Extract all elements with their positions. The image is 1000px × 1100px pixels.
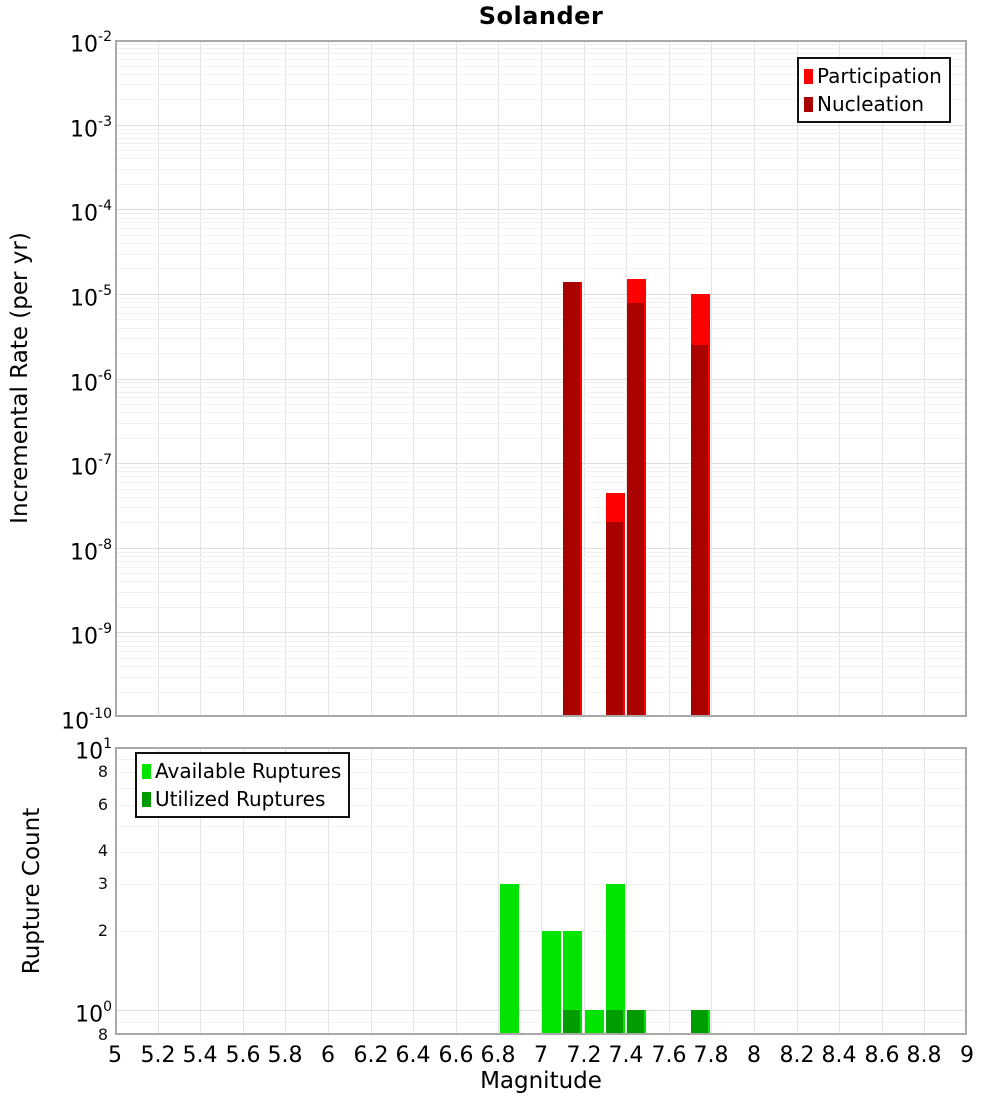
y-tick-label: $10^{-8}$ (70, 536, 112, 566)
x-tick-label: 6 (321, 1043, 335, 1068)
chart-title: Solander (478, 2, 604, 30)
grid-line-minor (117, 150, 965, 151)
bar-nucleation (563, 282, 580, 716)
legend-item-utilized-ruptures (142, 786, 341, 812)
x-tick-label: 7.8 (693, 1043, 729, 1068)
grid-line-minor (117, 931, 965, 932)
grid-line-minor (117, 636, 965, 637)
grid-line-minor (117, 658, 965, 659)
grid-line-minor (117, 497, 965, 498)
grid-line-minor (117, 254, 965, 255)
grid-line-minor (117, 213, 965, 214)
grid-line-minor (117, 412, 965, 413)
x-tick-label: 5.6 (225, 1043, 261, 1068)
y-tick-exponent: -5 (98, 282, 112, 299)
y-tick-label: $10^{-9}$ (70, 621, 112, 650)
grid-line-minor (117, 1022, 965, 1023)
grid-line-minor (117, 129, 965, 130)
grid-line-minor (117, 884, 965, 885)
grid-line-vertical (754, 749, 755, 1033)
grid-line-vertical (669, 749, 670, 1033)
grid-line-minor (117, 243, 965, 244)
x-tick-label: 8.8 (906, 1043, 942, 1068)
grid-line-minor (117, 677, 965, 678)
grid-line-minor (117, 852, 965, 853)
grid-line-major (117, 463, 965, 464)
available-ruptures-swatch-icon (142, 764, 151, 779)
bar-available-ruptures (585, 1010, 604, 1033)
grid-line-minor (117, 382, 965, 383)
x-tick-label: 5.8 (267, 1043, 303, 1068)
grid-line-minor (117, 482, 965, 483)
grid-line-minor (117, 651, 965, 652)
grid-line-minor (117, 169, 965, 170)
y-tick-label: $10^{-4}$ (70, 198, 112, 227)
grid-line-minor (117, 184, 965, 185)
grid-line-minor (117, 302, 965, 303)
y-tick-label: $10^{-6}$ (70, 367, 112, 396)
grid-line-minor (117, 471, 965, 472)
count-legend (135, 752, 350, 818)
grid-line-minor (117, 476, 965, 477)
grid-line-vertical (456, 749, 457, 1033)
grid-line-minor (117, 646, 965, 647)
grid-line-minor (117, 158, 965, 159)
bar-utilized-ruptures (691, 1010, 708, 1033)
grid-line-vertical (371, 749, 372, 1033)
grid-line-minor (117, 387, 965, 388)
grid-line-vertical (924, 749, 925, 1033)
grid-line-minor (117, 143, 965, 144)
grid-line-major (117, 632, 965, 633)
grid-line-minor (117, 397, 965, 398)
x-tick-label: 7.4 (608, 1043, 644, 1068)
x-tick-label: 8.4 (821, 1043, 857, 1068)
bar-nucleation (691, 345, 708, 715)
y-minor-tick-label: 4 (97, 841, 108, 861)
y-minor-tick-label: 2 (97, 920, 108, 940)
legend-label-participation: Participation (817, 64, 942, 88)
grid-line-minor (117, 641, 965, 642)
grid-line-minor (117, 218, 965, 219)
grid-line-minor (117, 328, 965, 329)
grid-line-vertical (882, 749, 883, 1033)
grid-line-vertical (498, 749, 499, 1033)
grid-line-vertical (584, 749, 585, 1033)
grid-line-minor (117, 567, 965, 568)
grid-line-minor (117, 423, 965, 424)
grid-line-minor (117, 692, 965, 693)
grid-line-vertical (413, 749, 414, 1033)
grid-line-minor (117, 235, 965, 236)
grid-line-major (117, 294, 965, 295)
count-y-axis-label: Rupture Count (19, 807, 45, 975)
nucleation-swatch-icon (804, 97, 813, 112)
incremental-rate-plot (115, 40, 967, 717)
x-tick-label: 5 (108, 1043, 122, 1068)
grid-line-vertical (797, 749, 798, 1033)
utilized-ruptures-swatch-icon (142, 792, 151, 807)
y-tick-exponent: -2 (98, 29, 112, 45)
grid-line-major (117, 1010, 965, 1011)
y-tick-label: $10^{-3}$ (70, 113, 112, 142)
y-tick-exponent: 1 (103, 736, 112, 752)
x-axis-label: Magnitude (480, 1068, 602, 1094)
y-tick-exponent: 0 (103, 998, 112, 1015)
y-tick-exponent: -10 (89, 706, 112, 722)
grid-line-minor (117, 607, 965, 608)
grid-line-minor (117, 298, 965, 299)
grid-line-minor (117, 552, 965, 553)
grid-line-minor (117, 222, 965, 223)
bar-nucleation (627, 303, 644, 715)
grid-line-minor (117, 556, 965, 557)
x-tick-label: 7.6 (651, 1043, 687, 1068)
y-tick-label: $10^{-7}$ (70, 452, 112, 481)
x-tick-label: 8 (747, 1043, 761, 1068)
grid-line-major (117, 379, 965, 380)
bar-utilized-ruptures (563, 1010, 580, 1033)
grid-line-minor (117, 489, 965, 490)
x-tick-label: 8.2 (779, 1043, 815, 1068)
grid-line-minor (117, 138, 965, 139)
legend-label-utilized-ruptures: Utilized Ruptures (155, 787, 326, 811)
grid-line-minor (117, 826, 965, 827)
grid-line-minor (117, 507, 965, 508)
x-tick-label: 6.6 (438, 1043, 474, 1068)
x-tick-label: 6.2 (353, 1043, 389, 1068)
grid-line-minor (117, 522, 965, 523)
grid-line-minor (117, 581, 965, 582)
y-minor-tick-label: 6 (97, 795, 108, 815)
grid-line-minor (117, 438, 965, 439)
x-tick-label: 7 (534, 1043, 548, 1068)
x-tick-label: 7.2 (566, 1043, 602, 1068)
grid-line-minor (117, 133, 965, 134)
grid-line-minor (117, 561, 965, 562)
x-tick-label: 8.6 (864, 1043, 900, 1068)
y-tick-exponent: -4 (98, 198, 112, 215)
grid-line-minor (117, 307, 965, 308)
grid-line-minor (117, 48, 965, 49)
bar-utilized-ruptures (627, 1010, 644, 1033)
y-tick-label: $10^0$ (75, 998, 112, 1027)
grid-line-minor (117, 573, 965, 574)
grid-line-minor (117, 404, 965, 405)
x-tick-label: 5.2 (140, 1043, 176, 1068)
legend-item-participation (804, 63, 942, 89)
x-tick-label: 9 (960, 1043, 974, 1068)
y-tick-exponent: -9 (98, 621, 112, 638)
grid-line-minor (117, 228, 965, 229)
rate-legend (797, 57, 951, 123)
y-tick-exponent: -3 (98, 113, 112, 130)
grid-line-minor (117, 313, 965, 314)
grid-line-minor (117, 392, 965, 393)
bar-available-ruptures (500, 884, 519, 1033)
grid-line-minor (117, 44, 965, 45)
grid-line-minor (117, 467, 965, 468)
grid-line-minor (117, 53, 965, 54)
grid-line-vertical (711, 749, 712, 1033)
grid-line-major (117, 548, 965, 549)
grid-line-major (117, 209, 965, 210)
legend-item-available-ruptures (142, 758, 341, 784)
grid-line-minor (117, 592, 965, 593)
x-tick-label: 5.4 (182, 1043, 218, 1068)
grid-line-minor (117, 353, 965, 354)
grid-line-minor (117, 319, 965, 320)
bar-available-ruptures (542, 931, 561, 1034)
y-minor-tick-label: 3 (97, 874, 108, 894)
bar-nucleation (606, 522, 623, 715)
participation-swatch-icon (804, 69, 813, 84)
rate-y-axis-label: Incremental Rate (per yr) (7, 232, 33, 524)
y-minor-tick-label: 8 (97, 1025, 108, 1044)
y-tick-exponent: -6 (98, 367, 112, 384)
y-tick-label: $10^{-10}$ (61, 706, 112, 735)
y-tick-exponent: -8 (98, 536, 112, 553)
grid-line-vertical (626, 749, 627, 1033)
grid-line-minor (117, 666, 965, 667)
bar-utilized-ruptures (606, 1010, 623, 1033)
y-tick-label: $10^1$ (75, 736, 112, 765)
y-tick-label: $10^{-5}$ (70, 282, 112, 312)
y-tick-exponent: -7 (98, 452, 112, 469)
y-tick-label: $10^{-2}$ (70, 29, 112, 58)
grid-line-minor (117, 268, 965, 269)
y-minor-tick-label: 8 (97, 762, 108, 782)
x-tick-label: 6.4 (395, 1043, 431, 1068)
grid-line-major (117, 125, 965, 126)
legend-item-nucleation (804, 91, 942, 117)
legend-label-nucleation: Nucleation (817, 92, 925, 116)
grid-line-vertical (839, 749, 840, 1033)
legend-label-available-ruptures: Available Ruptures (155, 759, 342, 783)
grid-line-minor (117, 338, 965, 339)
x-tick-label: 6.8 (480, 1043, 516, 1068)
